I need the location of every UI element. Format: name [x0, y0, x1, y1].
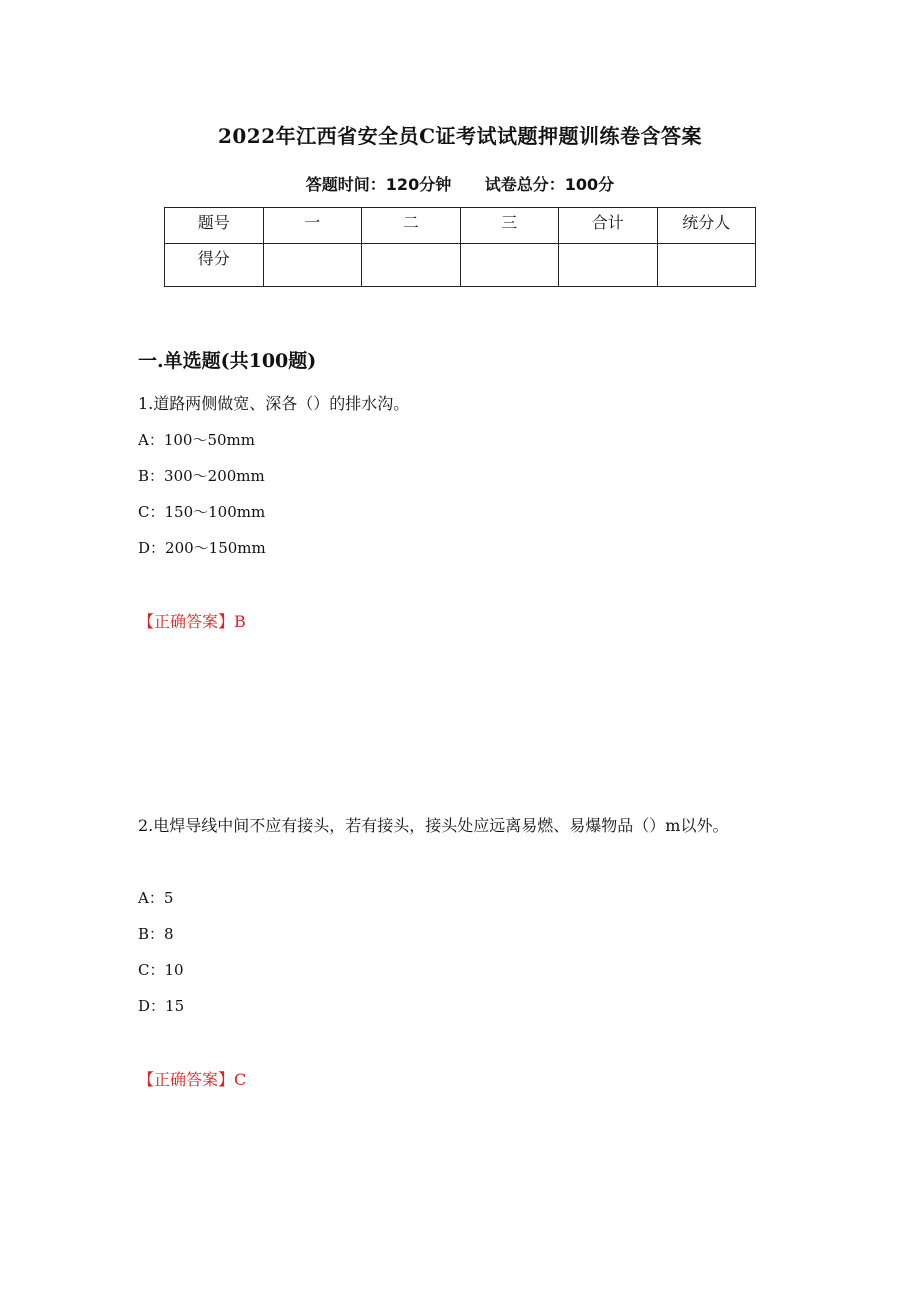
- question-option: D：15: [138, 997, 185, 1015]
- question-stem: 2.电焊导线中间不应有接头，若有接头，接头处应远离易燃、易爆物品（）m以外。: [138, 816, 729, 835]
- score-table-cell: [460, 244, 559, 287]
- section-title: 一.单选题(共100题): [138, 350, 317, 372]
- correct-answer: 【正确答案】B: [138, 612, 246, 631]
- score-table-cell: [362, 244, 461, 287]
- exam-time: 答题时间：120分钟: [305, 175, 452, 194]
- score-table-cell: 二: [362, 208, 461, 244]
- correct-answer: 【正确答案】C: [138, 1070, 247, 1089]
- question-stem: 1.道路两侧做宽、深各（）的排水沟。: [138, 394, 410, 413]
- question-option: C：10: [138, 961, 184, 979]
- score-table: [164, 207, 756, 287]
- score-table-cell: [657, 244, 756, 287]
- score-table-cell: 统分人: [657, 208, 756, 244]
- question-option: A：100～50mm: [138, 431, 255, 449]
- document-title: 2022年江西省安全员C证考试试题押题训练卷含答案: [217, 124, 703, 148]
- question-option: B：300～200mm: [138, 467, 265, 485]
- score-table-cell: 三: [460, 208, 559, 244]
- exam-total-score: 试卷总分：100分: [484, 175, 615, 194]
- score-table-header-row: [165, 208, 756, 244]
- question-option: A：5: [138, 889, 174, 907]
- exam-meta: [0, 172, 920, 195]
- question-option: B：8: [138, 925, 174, 943]
- question-option: C：150～100mm: [138, 503, 266, 521]
- question-option: D：200～150mm: [138, 539, 266, 557]
- score-table-cell: 得分: [165, 244, 264, 287]
- score-table-cell: 合计: [559, 208, 658, 244]
- score-table-score-row: [165, 244, 756, 287]
- score-table-cell: [559, 244, 658, 287]
- score-table-cell: [263, 244, 362, 287]
- score-table-cell: 一: [263, 208, 362, 244]
- score-table-cell: 题号: [165, 208, 264, 244]
